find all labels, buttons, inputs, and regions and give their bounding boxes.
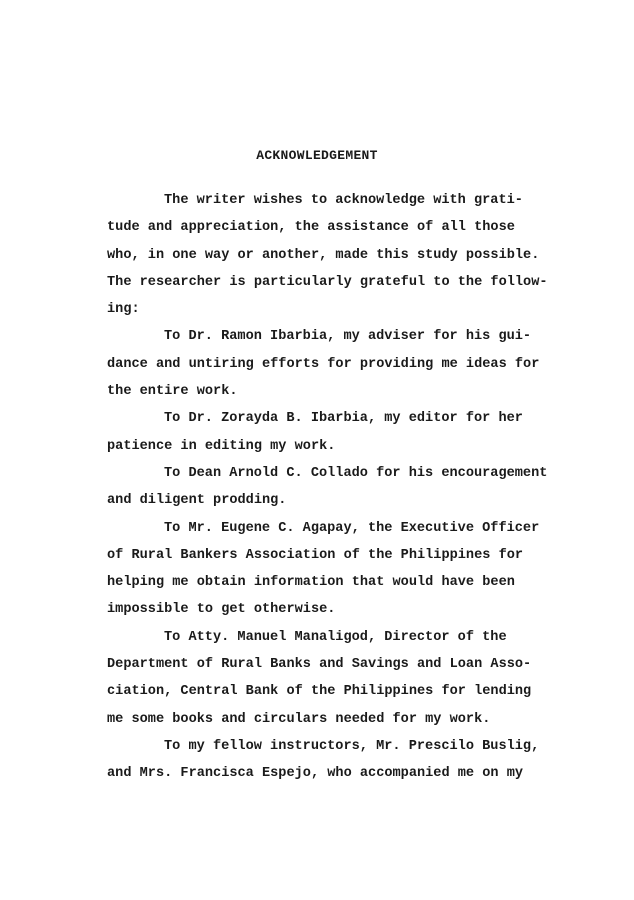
text-line: and diligent prodding. (107, 493, 287, 509)
text-line: the entire work. (107, 384, 238, 400)
text-line: tude and appreciation, the assistance of all those (107, 220, 515, 236)
text-line: ing: (107, 302, 140, 318)
text-line: To Dean Arnold C. Collado for his encouragement (164, 465, 548, 481)
text-line: and Mrs. Francisca Espejo, who accompanied me on my (107, 766, 524, 782)
text-line: The writer wishes to acknowledge with grati- (164, 193, 523, 208)
text-line: helping me obtain information that would have been (107, 575, 515, 591)
text-line: who, in one way or another, made this study possible. (107, 247, 540, 263)
text-line: me some books and circulars needed for my work. (107, 711, 491, 727)
text-line: To Atty. Manuel Manaligod, Director of the (164, 629, 507, 645)
text-line: To Mr. Eugene C. Agapay, the Executive Officer (164, 520, 540, 536)
text-line: ciation, Central Bank of the Philippines for lending (107, 684, 532, 700)
text-line: Department of Rural Banks and Savings and Loan Asso- (107, 657, 532, 673)
text-line: of Rural Bankers Association of the Philippines for (107, 547, 524, 563)
text-line: impossible to get otherwise. (107, 602, 336, 618)
page-title: ACKNOWLEDGEMENT (256, 148, 378, 163)
text-line: The researcher is particularly grateful to the follow- (107, 274, 548, 290)
text-line: To Dr. Ramon Ibarbia, my adviser for his gui- (164, 329, 532, 345)
text-line: patience in editing my work. (107, 438, 336, 454)
text-line: To my fellow instructors, Mr. Prescilo Buslig, (164, 738, 540, 754)
acknowledgement-body (107, 187, 548, 788)
text-line: dance and untiring efforts for providing me ideas for (107, 356, 540, 372)
text-line: To Dr. Zorayda B. Ibarbia, my editor for her (164, 411, 523, 427)
